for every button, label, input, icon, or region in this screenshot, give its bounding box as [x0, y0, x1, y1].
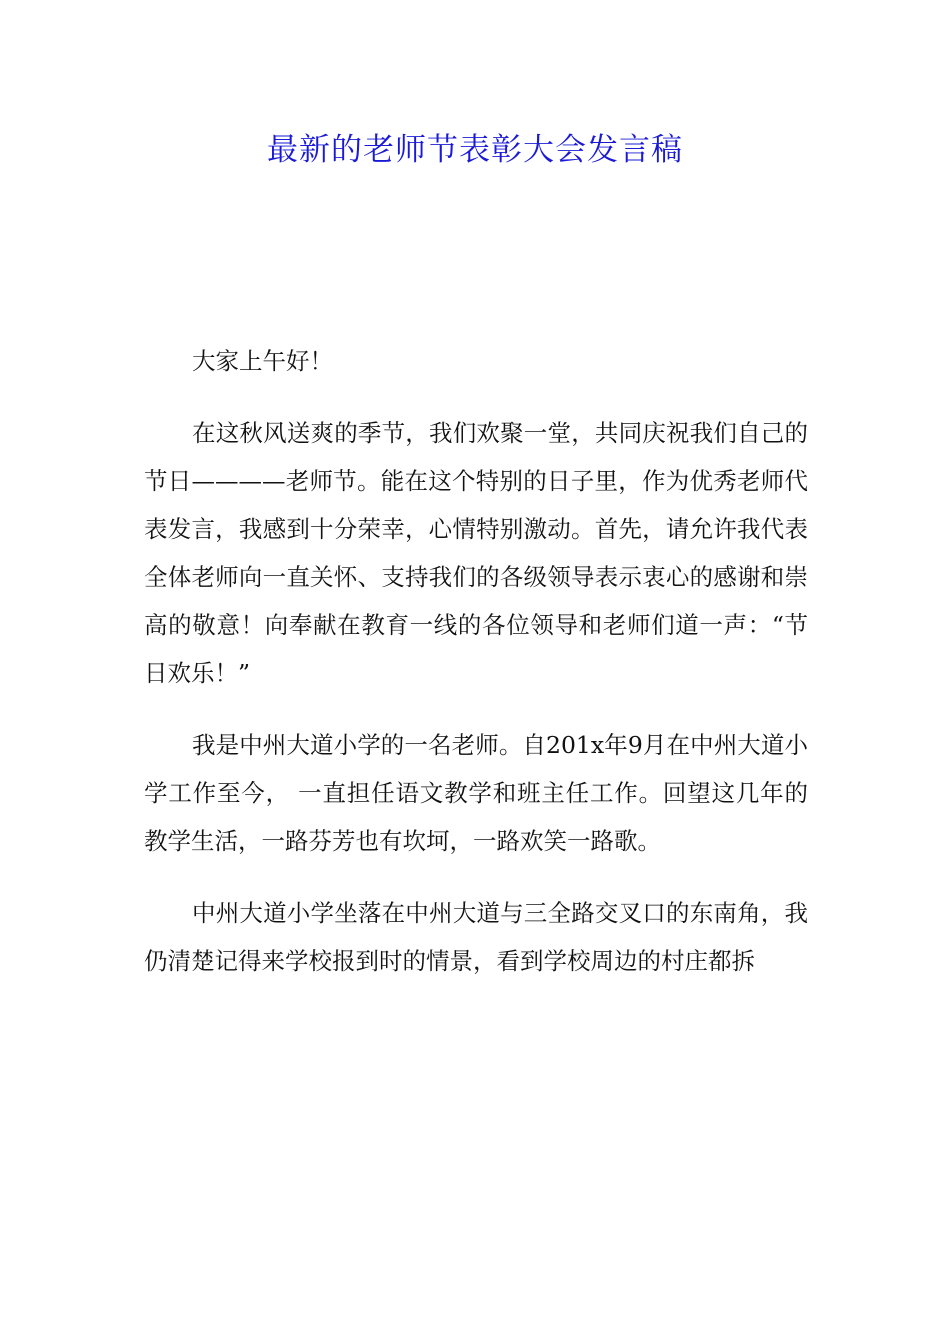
document-body: [144, 337, 808, 1009]
paragraph-school: 中州大道小学坐落在中州大道与三全路交叉口的东南角，我仍清楚记得来学校报到时的情景，看到学校周边的村庄都拆: [144, 899, 808, 975]
document-title: 最新的老师节表彰大会发言稿: [267, 132, 683, 168]
paragraph-introduction: 我是中州大道小学的一名老师。自201x年9月在中州大道小学工作至今， 一直担任语文教学和班主任工作。回望这几年的教学生活，一路芬芳也有坎坷，一路欢笑一路歌。: [144, 731, 808, 855]
paragraph-opening: 在这秋风送爽的季节，我们欢聚一堂，共同庆祝我们自己的节日————老师节。能在这个特别的日子里，作为优秀老师代表发言，我感到十分荣幸，心情特别激动。首先，请允许我代表全体老师向一直关怀、支持我们的各级领导表示衷心的感谢和崇高的敬意！向奉献在教育一线的各位领导和老师们道一声：“节日欢乐！”: [144, 419, 808, 687]
paragraph-greeting: 大家上午好！: [192, 347, 333, 375]
